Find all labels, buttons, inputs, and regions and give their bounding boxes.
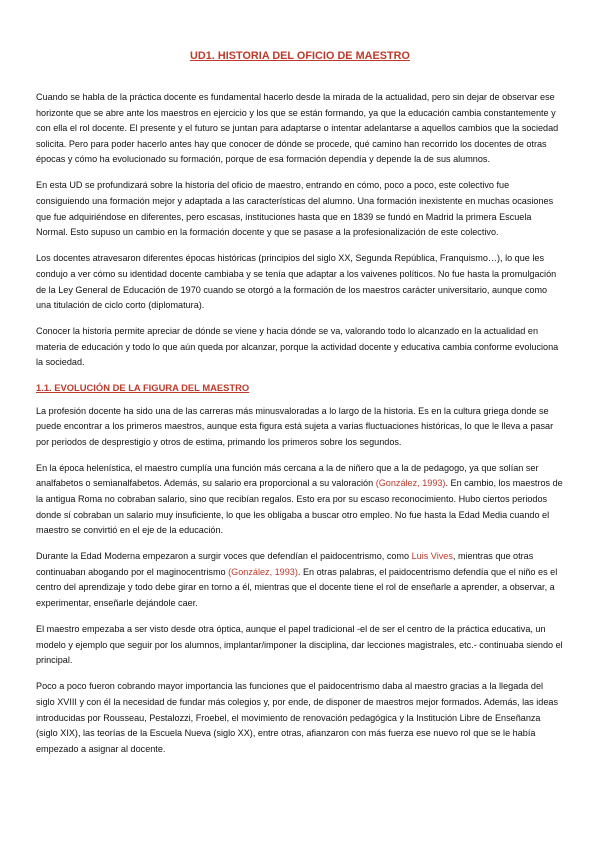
- intro-paragraph-1: Cuando se habla de la práctica docente es fundamental hacerlo desde la mirada de la actualidad, pero sin dejar de observar ese horizonte que se abre ante los maestros en ejercicio y los que se están formando, ya que la educación cambia constantemente y con ella el rol docente. El presente y el futuro se juntan para adaptarse o intentar adelantarse a aquellos cambios que la sociedad solicita. Pero para poder hacerlo antes hay que conocer de dónde se procede, qué camino han recorrido los docentes de otras épocas y cómo ha evolucionado su formación, porque de esa formación dependía y depende la de sus alumnos.: [36, 92, 559, 165]
- section-paragraph-4: El maestro empezaba a ser visto desde otra óptica, aunque el papel tradicional -el de ser el centro de la práctica educativa, un modelo y ejemplo que seguir por los alumnos, implantar/imponer la disciplina, dar lecciones magistrales, etc.- continuaba siendo el principal.: [36, 624, 563, 666]
- paragraph-text: . En otras palabras, el paidocentrismo defendía que el niño es el centro del aprendizaje y todo debe girar en torno a él, mientras que el docente tiene el rol de enseñarle a aprender, a observar, a experimentar, enseñarle dejándole caer.: [36, 566, 558, 609]
- paragraph-text: Durante la Edad Moderna empezaron a surgir voces que defendían el paidocentrismo, como: [36, 551, 412, 562]
- section-paragraph-5: Poco a poco fueron cobrando mayor importancia las funciones que el paidocentrismo daba al maestro gracias a la llegada del siglo XVIII y con él la necesidad de fundar más colegios y, por ende, de disponer de maestros mejor formados. Además, las ideas introducidas por Rousseau, Pestalozzi, Froebel, el movimiento de renovación pedagógica y la Institución Libre de Enseñanza (siglo XIX), las teorías de la Escuela Nueva (siglo XX), entre otras, afianzaron con más fuerza ese nuevo rol que se le había empezado a asignar al docente.: [36, 681, 558, 754]
- author-name: Luis Vives: [411, 551, 453, 562]
- paragraph-text: En la época helenística, el maestro cumplía una función más cercana a la de niñero que a la de pedagogo, ya que solían ser analfabetos o semianalfabetos. Además, su salario era proporcional a su valoración: [36, 462, 539, 489]
- section-paragraph-3: [36, 549, 564, 611]
- intro-paragraph-4: Conocer la historia permite apreciar de dónde se viene y hacia dónde se va, valorando todo lo alcanzado en la actualidad en materia de educación y todo lo que aún queda por alcanzar, porque la actividad docente y educativa cambia conforme evoluciona la sociedad.: [36, 326, 559, 368]
- document-title: UD1. HISTORIA DEL OFICIO DE MAESTRO: [190, 50, 410, 62]
- citation: (González, 1993): [228, 566, 298, 577]
- intro-paragraph-3: Los docentes atravesaron diferentes épocas históricas (principios del siglo XX, Segunda República, Franquismo…), lo que les condujo a ver cómo su identidad docente cambiaba y se tenía que adaptar a los vaivenes políticos. No fue hasta la promulgación de la Ley General de Educación de 1970 cuando se otorgó a la formación de los maestros carácter universitario, aunque como una titulación de ciclo corto (diplomatura).: [36, 253, 557, 311]
- section-paragraph-2: [36, 461, 564, 539]
- paragraph-text: . En cambio, los maestros de la antigua Roma no cobraban salario, sino que recibían regalos. Esto era por su escaso reconocimiento. Hubo ciertos periodos donde sí cobraban un salario muy insuficiente, lo que les obligaba a buscar otro empleo. No fue hasta la Edad Media cuando el maestro se convirtió en el eje de la educación.: [36, 478, 563, 536]
- paragraph-text: , mientras que otras continuaban abogando por el maginocentrismo: [36, 551, 534, 577]
- section-heading: 1.1. EVOLUCIÓN DE LA FIGURA DEL MAESTRO: [36, 381, 250, 393]
- citation: (González, 1993): [375, 478, 446, 489]
- section-paragraph-1: La profesión docente ha sido una de las carreras más minusvaloradas a lo largo de la historia. Es en la cultura griega donde se puede encontrar a los primeros maestros, aunque esta figura está sujeta a varias fluctuaciones históricas, lo que le lleva a pasar por periodos de desprestigio y otros de estima, primando los primeros sobre los segundos.: [36, 405, 554, 447]
- intro-paragraph-2: En esta UD se profundizará sobre la historia del oficio de maestro, entrando en cómo, poco a poco, este colectivo fue consiguiendo una formación mejor y adaptada a las características del alumno. Una formación inexistente en muchas ocasiones que fue adquiriéndose en diferentes, pero escasas, instituciones hasta que en 1839 se fundó en Madrid la primera Escuela Normal. Esto supuso un cambio en la formación docente y que se pasase a la profesionalización de este colectivo.: [36, 180, 554, 238]
